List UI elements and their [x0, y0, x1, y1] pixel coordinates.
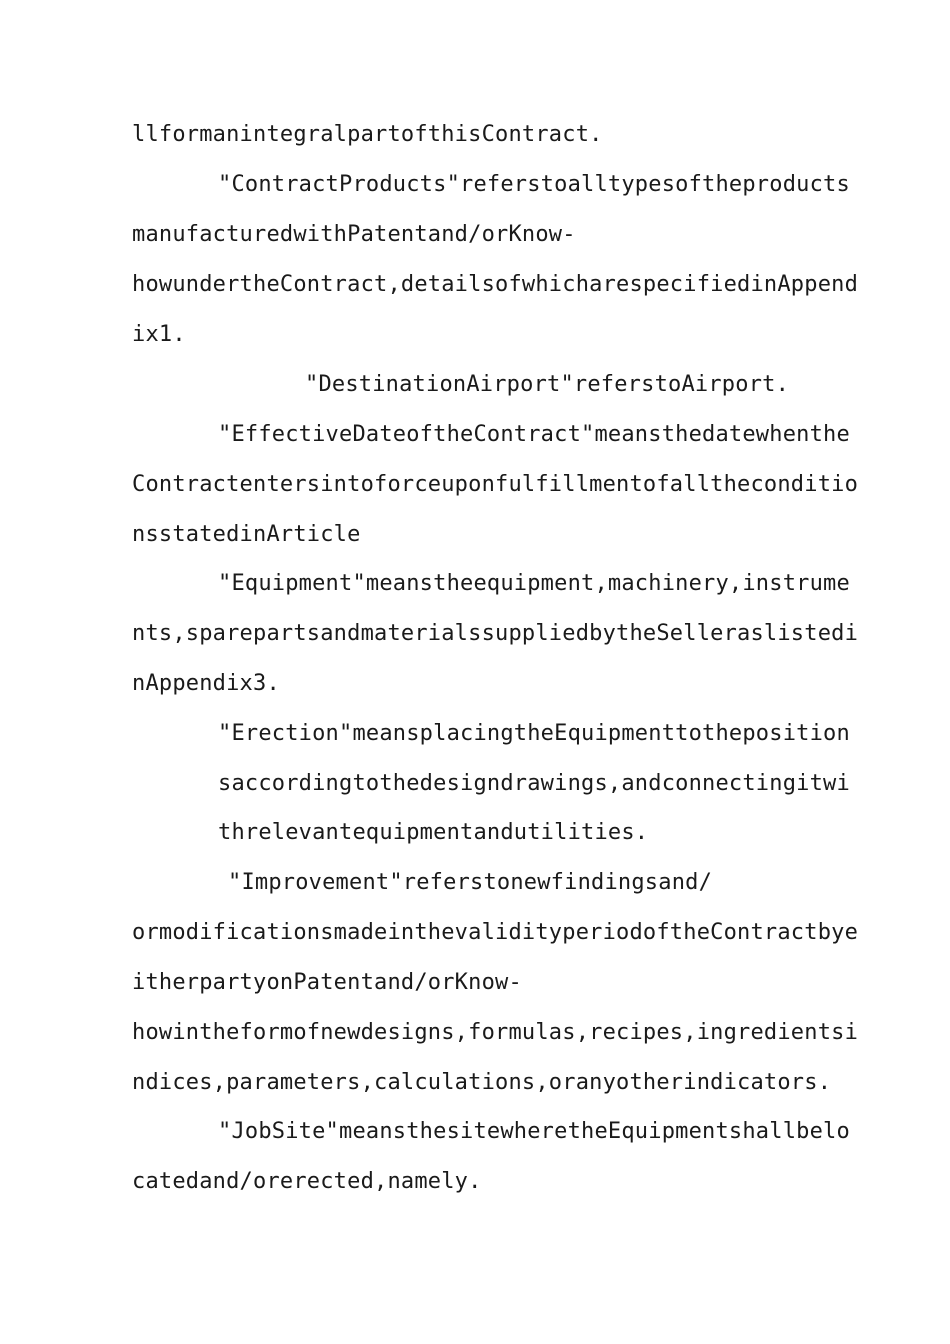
- text-line: howintheformofnewdesigns,formulas,recipes,ingredientsi: [132, 1020, 859, 1045]
- text-line: "Erection"meansplacingtheEquipmenttotheposition: [218, 721, 850, 746]
- text-line: "ContractProducts"referstoalltypesoftheproducts: [218, 172, 850, 197]
- text-line: howundertheContract,detailsofwhicharespecifiedinAppend: [132, 272, 859, 297]
- text-line: "Equipment"meanstheequipment,machinery,instrume: [218, 571, 850, 596]
- text-line: ix1.: [132, 322, 186, 347]
- text-line: nts,sparepartsandmaterialssuppliedbytheSelleraslistedi: [132, 621, 859, 646]
- text-line: manufacturedwithPatentand/orKnow-: [132, 222, 576, 247]
- text-line: "EffectiveDateoftheContract"meansthedatewhenthe: [218, 422, 850, 447]
- text-line: nsstatedinArticle: [132, 522, 361, 547]
- text-line: catedand/orerected,namely.: [132, 1169, 482, 1194]
- text-line: itherpartyonPatentand/orKnow-: [132, 970, 522, 995]
- text-line: ndices,parameters,calculations,oranyotherindicators.: [132, 1070, 832, 1095]
- text-line: "DestinationAirport"referstoAirport.: [305, 372, 790, 397]
- text-line: "Improvement"referstonewfindingsand/: [228, 870, 713, 895]
- text-line: saccordingtothedesigndrawings,andconnectingitwi: [218, 771, 850, 796]
- text-line: Contractentersintoforceuponfulfillmentofalltheconditio: [132, 472, 859, 497]
- text-line: llformanintegralpartofthisContract.: [132, 122, 603, 147]
- text-line: "JobSite"meansthesitewheretheEquipmentshallbelo: [218, 1119, 850, 1144]
- text-line: nAppendix3.: [132, 671, 280, 696]
- text-line: ormodificationsmadeinthevalidityperiodoftheContractbye: [132, 920, 859, 945]
- text-line: threlevantequipmentandutilities.: [218, 820, 649, 845]
